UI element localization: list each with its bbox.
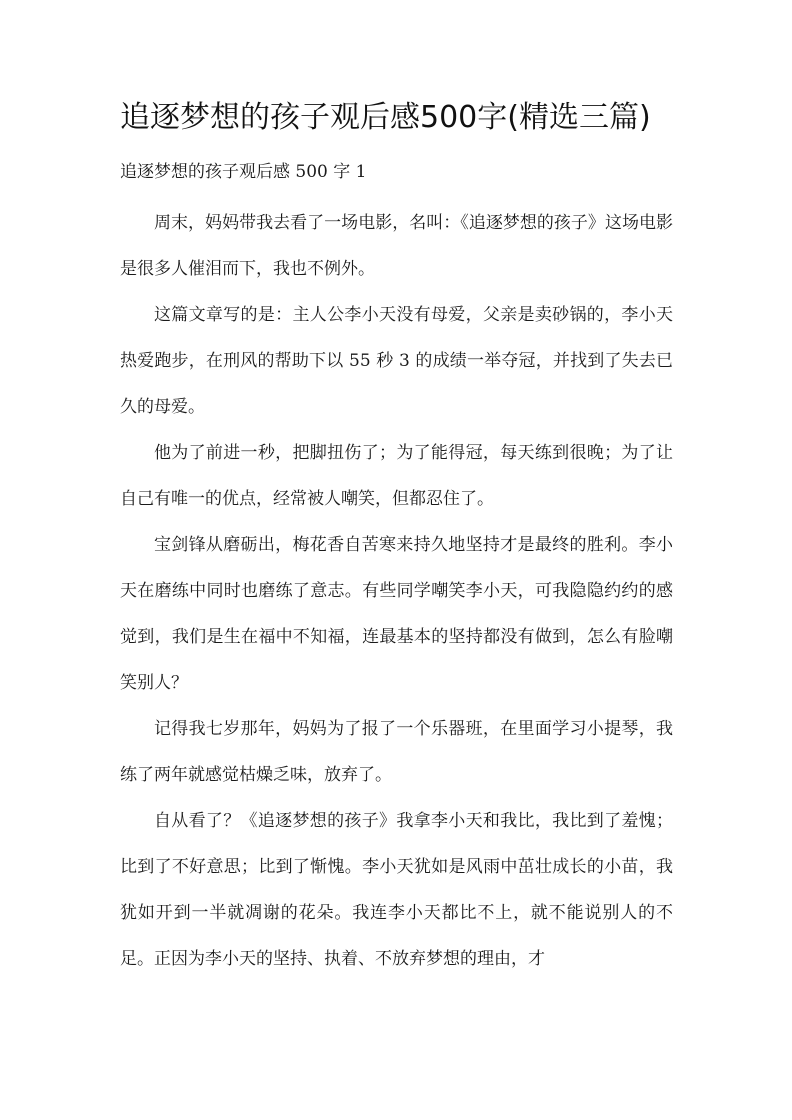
paragraph-3: 他为了前进一秒，把脚扭伤了；为了能得冠，每天练到很晚；为了让自己有唯一的优点，经常被人嘲笑，但都忍住了。 [120, 443, 673, 509]
paragraph-6: 自从看了？《追逐梦想的孩子》我拿李小天和我比，我比到了羞愧；比到了不好意思；比到了惭愧。李小天犹如是风雨中茁壮成长的小苗，我犹如开到一半就凋谢的花朵。我连李小天都比不上，就不能说别人的不足。正因为李小天的坚持、执着、不放弃梦想的理由，才 [120, 811, 673, 969]
document-title: 追逐梦想的孩子观后感500字(精选三篇) [120, 100, 651, 135]
body-text [120, 200, 673, 982]
section-heading: 追逐梦想的孩子观后感 500 字 1 [120, 162, 367, 182]
paragraph-4: 宝剑锋从磨砺出，梅花香自苦寒来持久地坚持才是最终的胜利。李小天在磨练中同时也磨练了意志。有些同学嘲笑李小天，可我隐隐约约的感觉到，我们是生在福中不知福，连最基本的坚持都没有做到，怎么有脸嘲笑别人？ [120, 535, 673, 693]
paragraph-2: 这篇文章写的是：主人公李小天没有母爱，父亲是卖砂锅的，李小天热爱跑步，在刑风的帮助下以 55 秒 3 的成绩一举夺冠，并找到了失去已久的母爱。 [120, 305, 673, 417]
paragraph-5: 记得我七岁那年，妈妈为了报了一个乐器班，在里面学习小提琴，我练了两年就感觉枯燥乏味，放弃了。 [120, 719, 673, 785]
paragraph-1: 周末，妈妈带我去看了一场电影，名叫：《追逐梦想的孩子》这场电影是很多人催泪而下，我也不例外。 [120, 213, 673, 279]
